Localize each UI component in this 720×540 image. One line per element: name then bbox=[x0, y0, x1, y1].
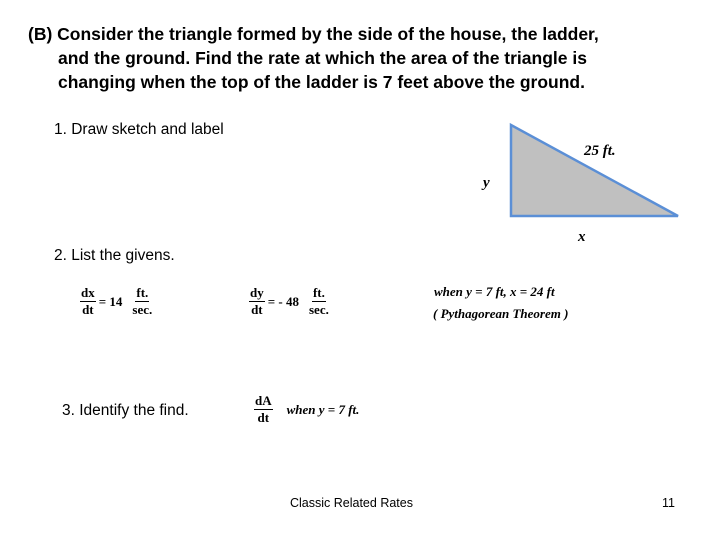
dadt-fraction bbox=[254, 393, 273, 426]
dxdt-fraction bbox=[80, 285, 96, 318]
vertical-side-label: y bbox=[483, 175, 490, 191]
triangle-shape bbox=[511, 125, 678, 216]
dxdt-den: dt bbox=[82, 302, 94, 317]
pythagorean-note: ( Pythagorean Theorem ) bbox=[433, 306, 569, 321]
dxdt-unit-num: ft. bbox=[136, 285, 149, 300]
given-condition: when y = 7 ft, x = 24 ft bbox=[434, 284, 555, 299]
dydt-fraction bbox=[249, 285, 265, 318]
step-2-label: 2. List the givens. bbox=[54, 247, 175, 264]
problem-line-3: changing when the top of the ladder is 7 feet above the ground. bbox=[58, 72, 585, 92]
dydt-unit-num: ft. bbox=[312, 285, 325, 300]
page-number: 11 bbox=[662, 496, 675, 510]
dxdt-unit bbox=[131, 285, 153, 318]
step-1-label: 1. Draw sketch and label bbox=[54, 121, 224, 138]
given-dxdt bbox=[80, 285, 153, 318]
triangle-sketch bbox=[470, 115, 710, 250]
dydt-num: dy bbox=[250, 285, 264, 300]
problem-line-2: and the ground. Find the rate at which the area of the triangle is bbox=[58, 48, 587, 68]
horizontal-side-label: x bbox=[578, 229, 586, 245]
dydt-unit-den: sec. bbox=[308, 302, 329, 317]
dxdt-value: = 14 bbox=[98, 293, 123, 309]
dadt-den: dt bbox=[257, 410, 270, 425]
given-dydt bbox=[249, 285, 330, 318]
dadt-num: dA bbox=[255, 393, 272, 408]
dxdt-num: dx bbox=[81, 285, 95, 300]
footer-title: Classic Related Rates bbox=[290, 496, 413, 510]
dydt-den: dt bbox=[251, 302, 263, 317]
dydt-value: = - 48 bbox=[267, 293, 299, 309]
hypotenuse-label: 25 ft. bbox=[584, 143, 616, 159]
dydt-unit bbox=[308, 285, 330, 318]
dxdt-unit-den: sec. bbox=[132, 302, 153, 317]
step-3-label: 3. Identify the find. bbox=[62, 402, 189, 419]
problem-line-1: (B) Consider the triangle formed by the side of the house, the ladder, bbox=[28, 24, 599, 44]
find-condition: when y = 7 ft. bbox=[286, 401, 360, 417]
find-dadt bbox=[254, 393, 359, 426]
problem-statement bbox=[28, 22, 698, 94]
